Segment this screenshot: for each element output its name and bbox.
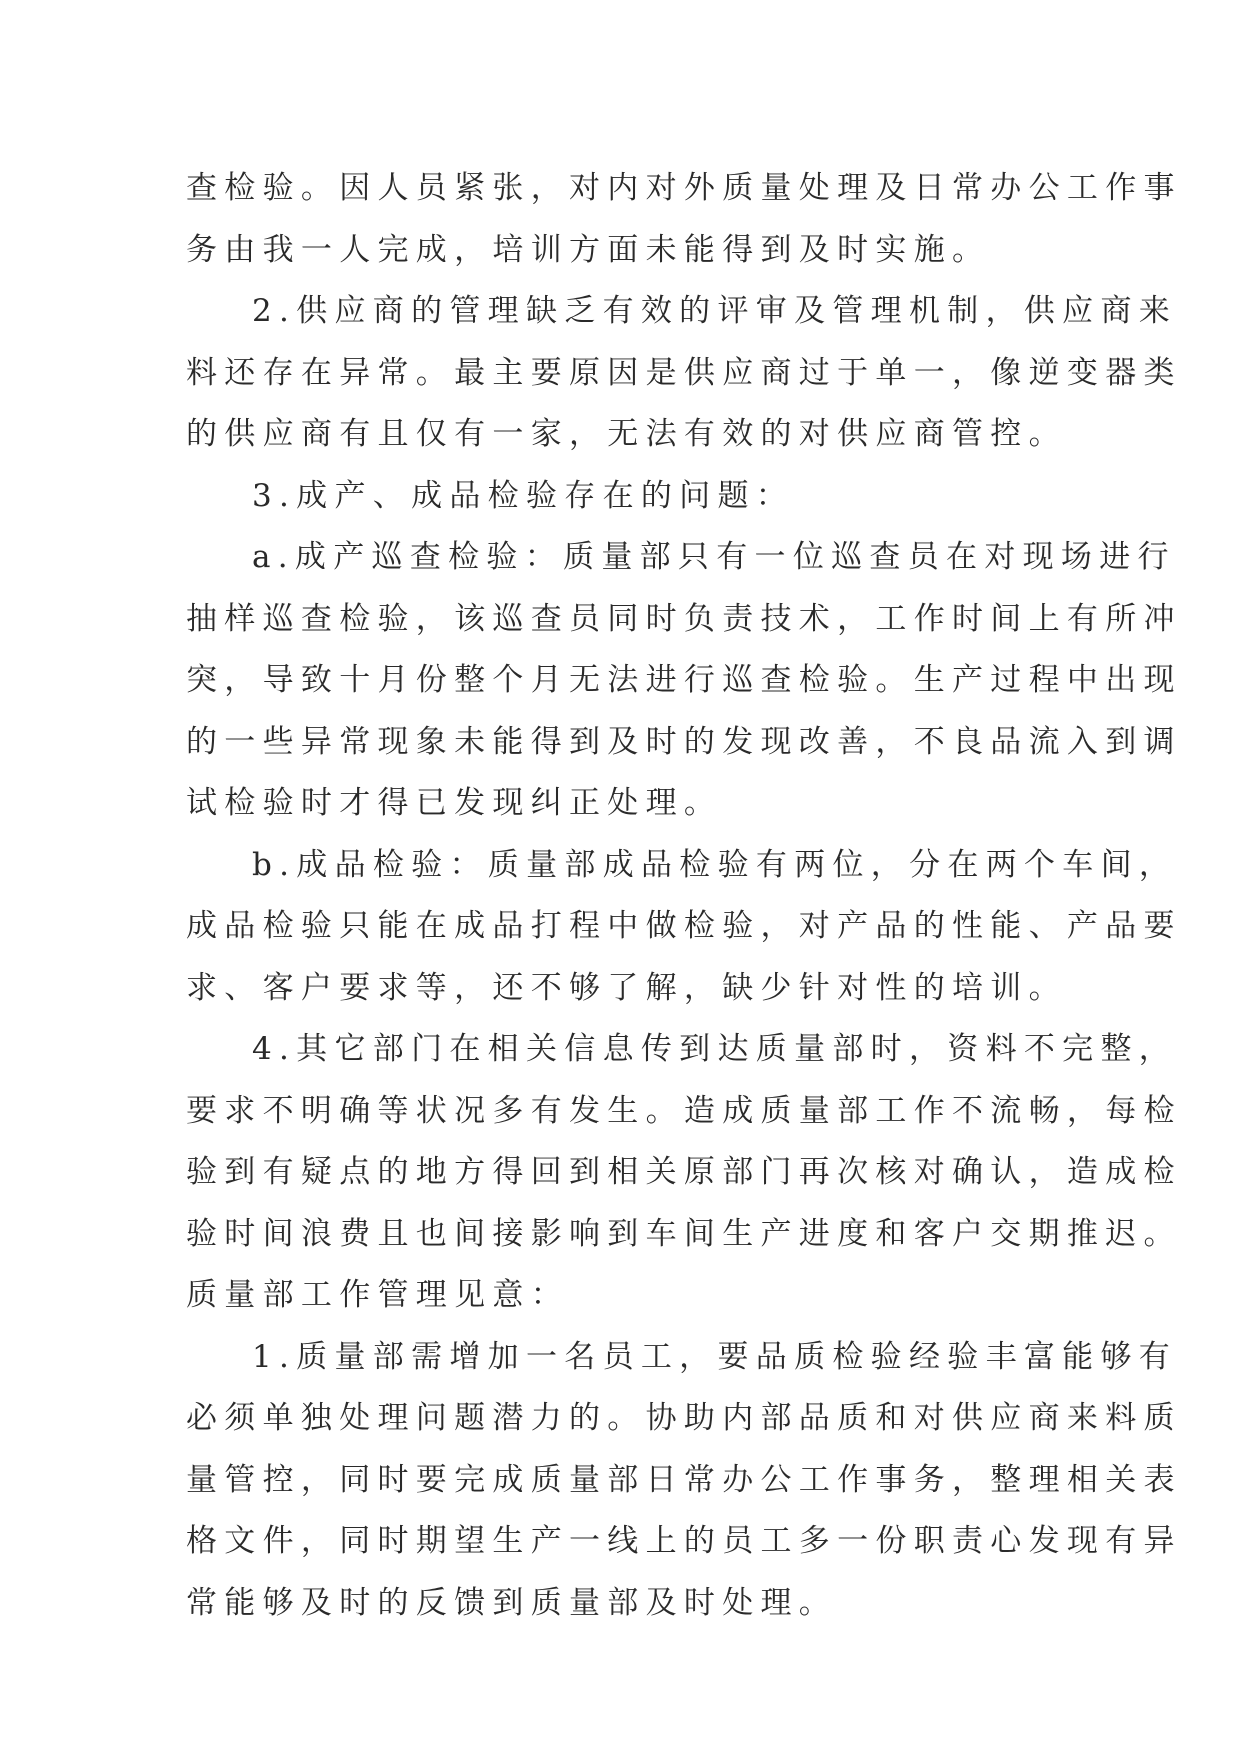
text-line: 求、客户要求等，还不够了解，缺少针对性的培训。 <box>186 969 1067 1006</box>
text-line: 2.供应商的管理缺乏有效的评审及管理机制，供应商来 <box>252 293 1178 329</box>
text-line: 3.成产、成品检验存在的问题： <box>252 477 795 514</box>
text-line: 格文件，同时期望生产一线上的员工多一份职责心发现有异 <box>186 1523 1182 1559</box>
text-line: 查检验。因人员紧张，对内对外质量处理及日常办公工作事 <box>186 170 1182 206</box>
text-line: 质量部工作管理见意： <box>186 1277 569 1313</box>
text-line: b.成品检验：质量部成品检验有两位，分在两个车间， <box>252 846 1178 883</box>
text-line: 抽样巡查检验，该巡查员同时负责技术，工作时间上有所冲 <box>186 600 1182 637</box>
text-line: 试检验时才得已发现纠正处理。 <box>186 785 723 821</box>
text-line: 的一些异常现象未能得到及时的发现改善，不良品流入到调 <box>186 723 1182 760</box>
text-line: 的供应商有且仅有一家，无法有效的对供应商管控。 <box>186 416 1067 452</box>
text-line: a.成产巡查检验：质量部只有一位巡查员在对现场进行 <box>252 539 1176 575</box>
text-line: 要求不明确等状况多有发生。造成质量部工作不流畅，每检 <box>186 1092 1182 1129</box>
text-line: 量管控，同时要完成质量部日常办公工作事务，整理相关表 <box>186 1461 1182 1498</box>
text-line: 料还存在异常。最主要原因是供应商过于单一，像逆变器类 <box>186 354 1182 391</box>
document-body <box>186 158 1182 1634</box>
text-line: 突，导致十月份整个月无法进行巡查检验。生产过程中出现 <box>186 662 1182 698</box>
text-line: 4.其它部门在相关信息传到达质量部时，资料不完整， <box>252 1031 1178 1067</box>
text-line: 验到有疑点的地方得回到相关原部门再次核对确认，造成检 <box>186 1154 1182 1190</box>
text-line: 常能够及时的反馈到质量部及时处理。 <box>186 1584 838 1621</box>
text-line: 务由我一人完成，培训方面未能得到及时实施。 <box>186 231 991 268</box>
text-line: 成品检验只能在成品打程中做检验，对产品的性能、产品要 <box>186 908 1182 944</box>
text-line: 必须单独处理问题潜力的。协助内部品质和对供应商来料质 <box>186 1400 1182 1436</box>
text-line: 1.质量部需增加一名员工，要品质检验经验丰富能够有 <box>252 1338 1178 1375</box>
text-line: 验时间浪费且也间接影响到车间生产进度和客户交期推迟。 <box>186 1215 1182 1252</box>
